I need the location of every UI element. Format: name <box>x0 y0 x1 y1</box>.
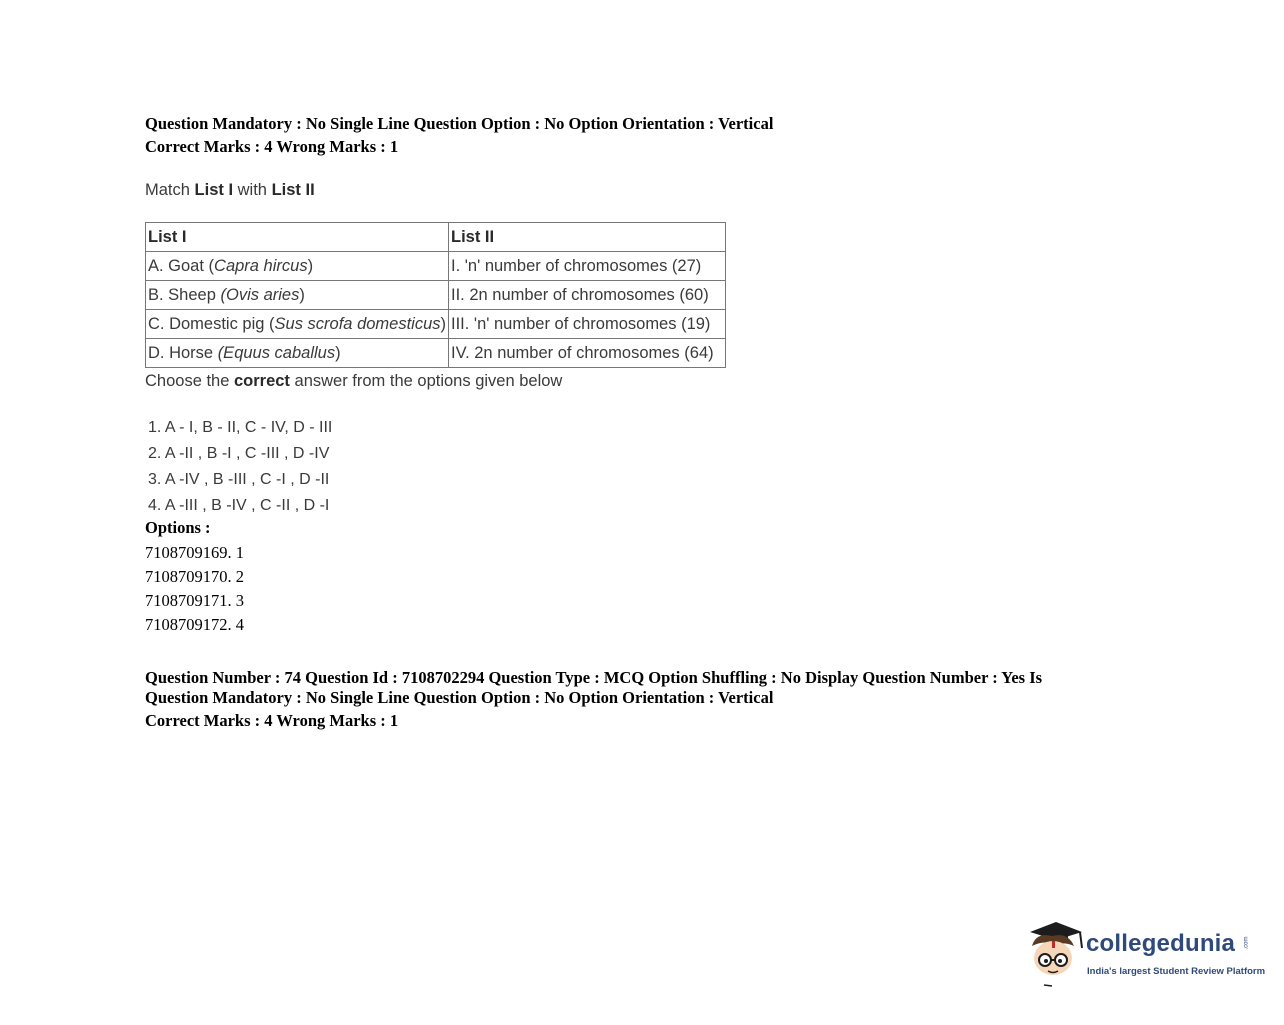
question-prompt <box>145 181 315 200</box>
answer-choice: 2. A -II , B -I , C -III , D -IV <box>148 445 330 462</box>
option-id-list <box>145 541 244 637</box>
prompt-text: Match <box>145 181 195 199</box>
list2-cell: I. 'n' number of chromosomes (27) <box>449 252 726 281</box>
next-marks-line: Correct Marks : 4 Wrong Marks : 1 <box>145 711 399 730</box>
list1-cell: D. Horse (Equus caballus) <box>146 339 449 368</box>
match-table <box>145 222 726 368</box>
answer-choice: 3. A -IV , B -III , C -I , D -II <box>148 471 330 488</box>
option-id-item: 7108709171. 3 <box>145 591 244 610</box>
brand-tagline: India's largest Student Review Platform <box>1087 966 1266 977</box>
option-id-item: 7108709172. 4 <box>145 615 244 634</box>
option-id-item: 7108709170. 2 <box>145 567 244 586</box>
brand-logo-suffix: .com <box>1243 936 1250 950</box>
list2-cell: II. 2n number of chromosomes (60) <box>449 281 726 310</box>
table-row <box>146 310 726 339</box>
table-row <box>146 339 726 368</box>
prompt-list2: List II <box>271 181 315 199</box>
question-meta-line: Question Mandatory : No Single Line Question Option : No Option Orientation : Vertical <box>145 114 774 133</box>
table-row <box>146 281 726 310</box>
list2-cell: IV. 2n number of chromosomes (64) <box>449 339 726 368</box>
answer-list <box>148 415 332 519</box>
choose-instruction: Choose the correct answer from the options given below <box>145 372 563 390</box>
marks-line: Correct Marks : 4 Wrong Marks : 1 <box>145 137 399 156</box>
list1-cell: B. Sheep (Ovis aries) <box>146 281 449 310</box>
list1-cell: C. Domestic pig (Sus scrofa domesticus) <box>146 310 449 339</box>
prompt-list1: List I <box>194 181 234 199</box>
answer-choice: 4. A -III , B -IV , C -II , D -I <box>148 497 330 514</box>
brand-logo-text: collegedunia <box>1086 930 1236 957</box>
list2-cell: III. 'n' number of chromosomes (19) <box>449 310 726 339</box>
column-header-list1: List I <box>146 223 449 252</box>
list1-cell: A. Goat (Capra hircus) <box>146 252 449 281</box>
prompt-text: with <box>233 181 272 199</box>
next-question-meta-line: Question Mandatory : No Single Line Question Option : No Option Orientation : Vertical <box>145 688 774 707</box>
answer-choice: 1. A - I, B - II, C - IV, D - III <box>148 419 333 436</box>
column-header-list2: List II <box>449 223 726 252</box>
next-question-meta-line: Question Number : 74 Question Id : 7108702294 Question Type : MCQ Option Shuffling : No Display Question Number : Yes Is <box>145 668 1043 687</box>
option-id-item: 7108709169. 1 <box>145 543 244 562</box>
table-row <box>146 252 726 281</box>
table-header-row <box>146 223 726 252</box>
options-label: Options : <box>145 518 211 537</box>
